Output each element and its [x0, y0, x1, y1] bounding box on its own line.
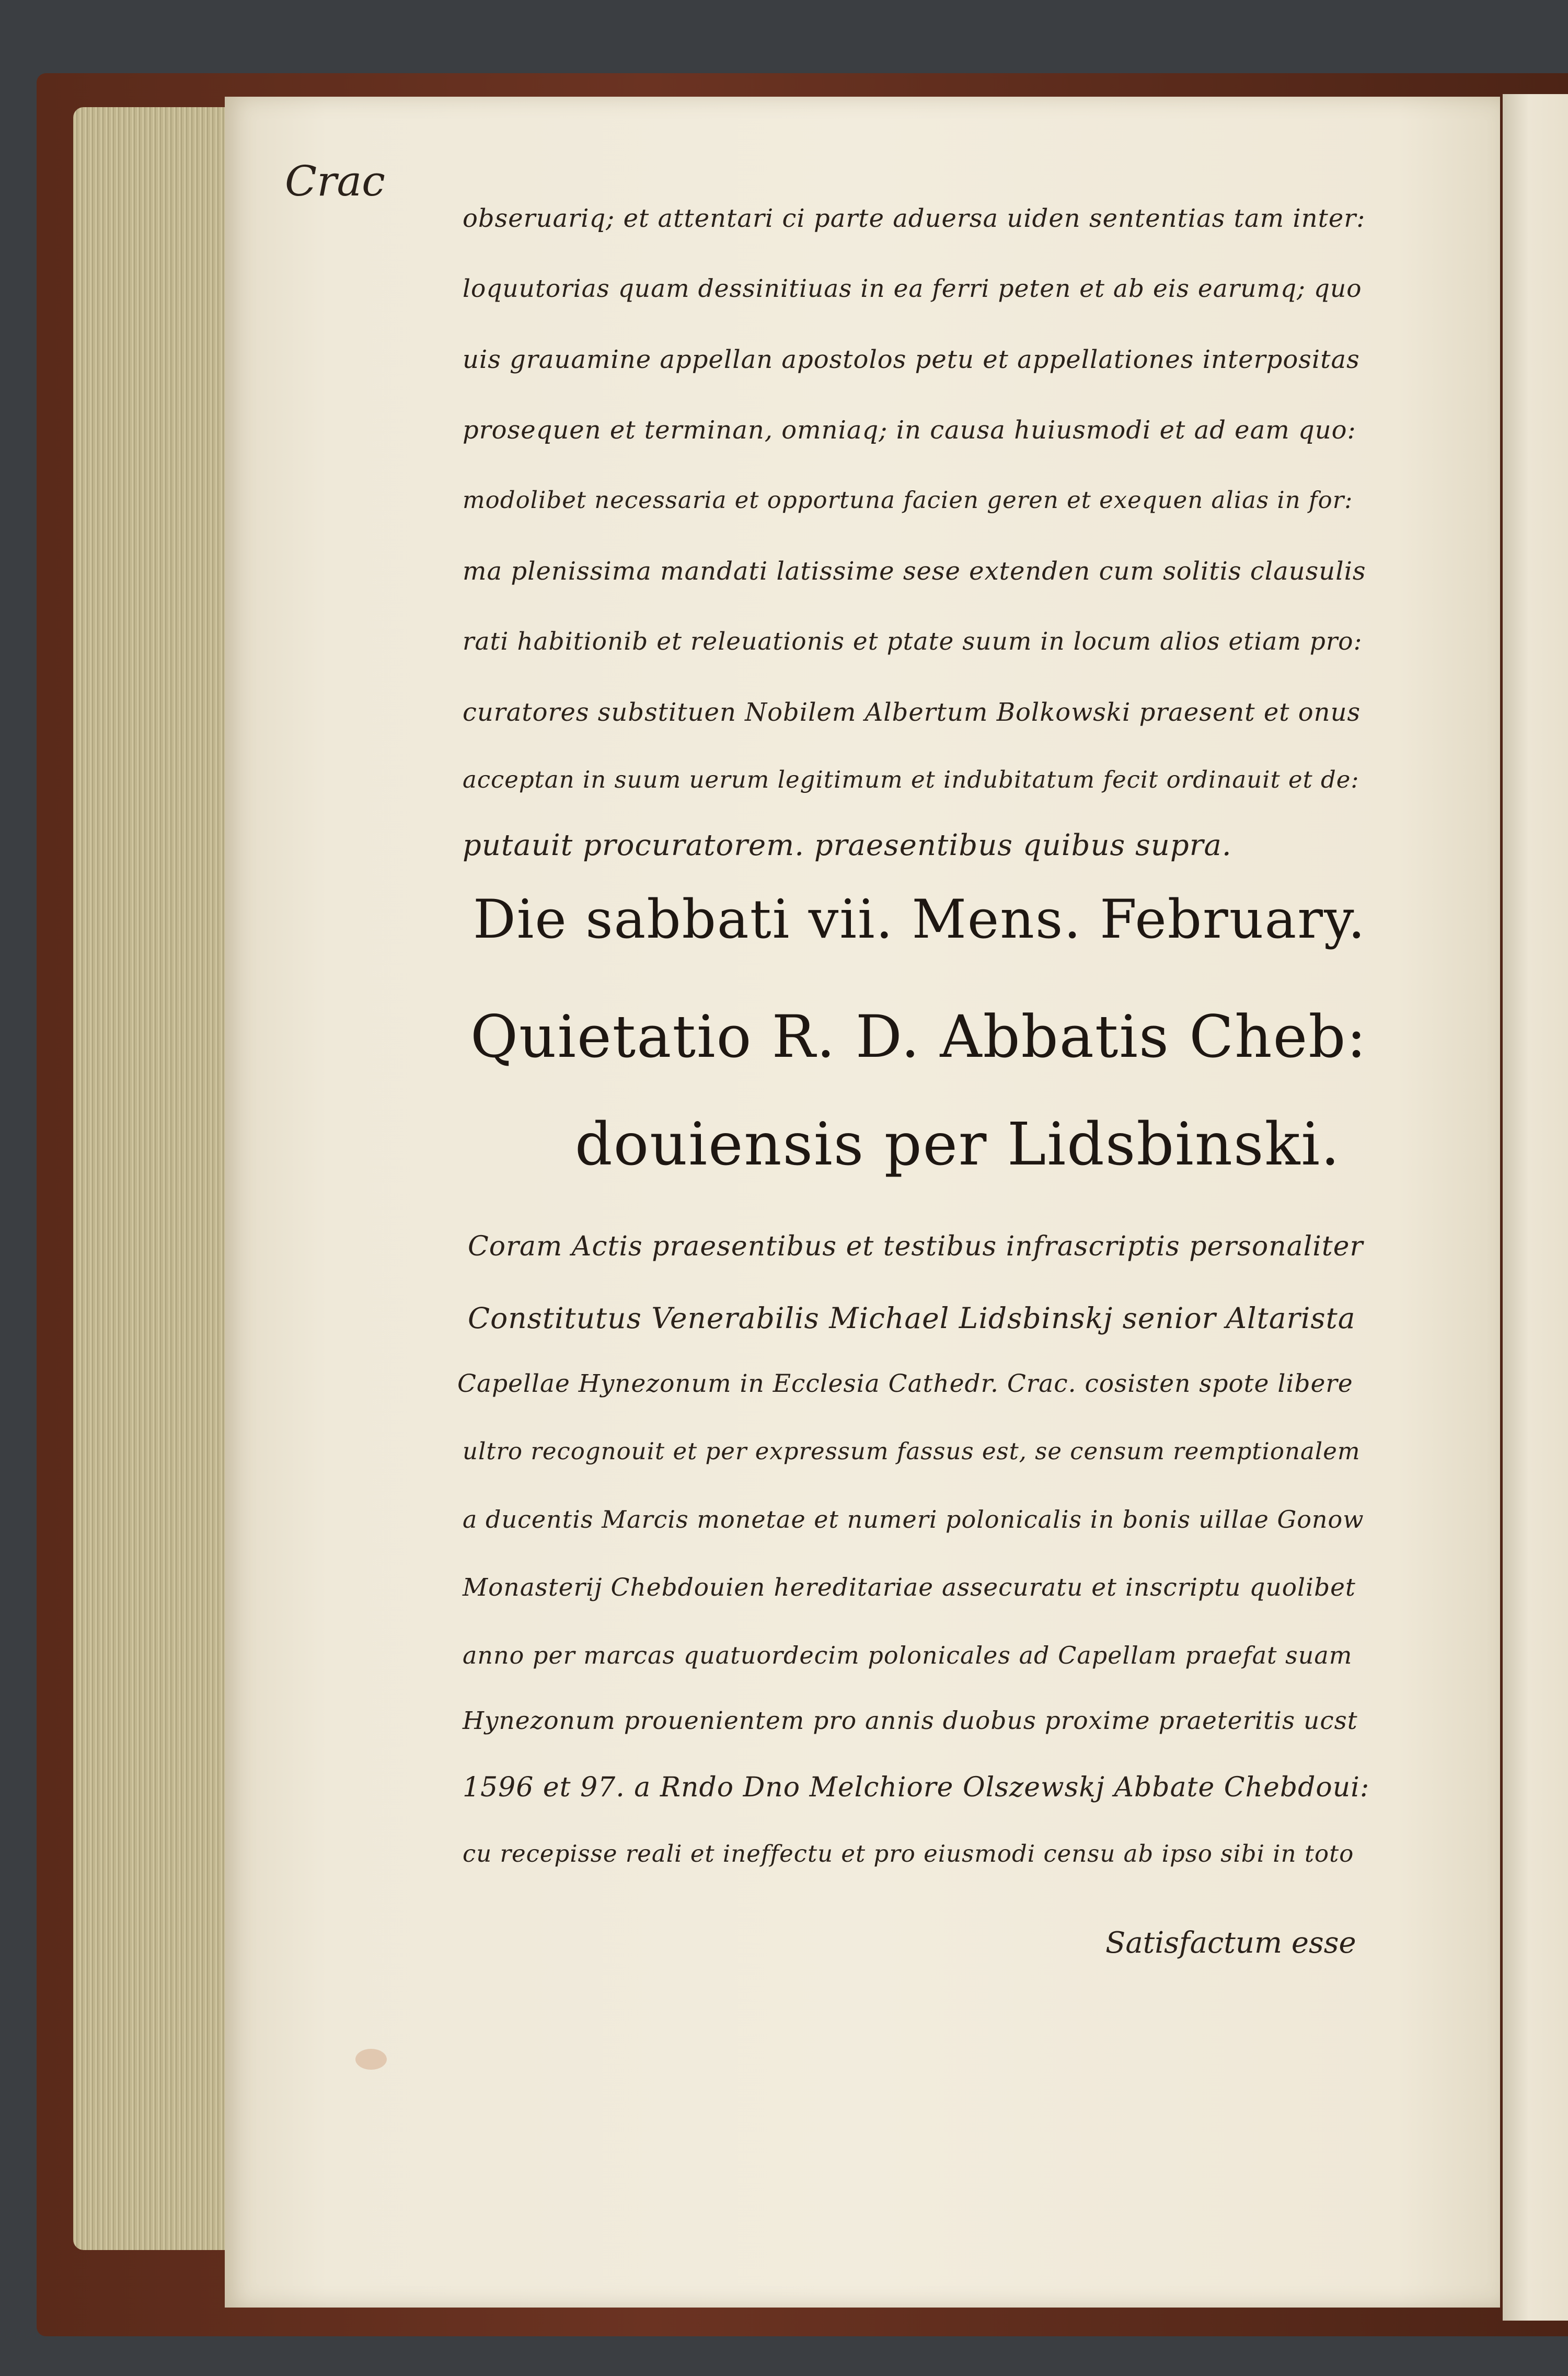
page-edges — [73, 107, 230, 2250]
text-line: obseruariq; et attentari ci parte aduersa uiden sententias tam inter: — [463, 204, 1366, 233]
text-line: a ducentis Marcis monetae et numeri polonicalis in bonis uillae Gonow — [463, 1505, 1364, 1533]
catchword: Satisfactum esse — [1105, 1926, 1356, 1960]
text-line: Capellae Hynezonum in Ecclesia Cathedr. Crac. cosisten spote libere — [457, 1369, 1353, 1398]
heading-date: Die sabbati vii. Mens. February. — [473, 889, 1366, 951]
heading-title: Quietatio R. D. Abbatis Cheb: — [470, 1004, 1367, 1071]
text-line: 1596 et 97. a Rndo Dno Melchiore Olszewskj Abbate Chebdoui: — [463, 1772, 1370, 1803]
text-line: putauit procuratorem. praesentibus quibus supra. — [463, 828, 1232, 862]
text-line: ma plenissima mandati latissime sese extenden cum solitis clausulis — [463, 557, 1366, 586]
text-line: Constitutus Venerabilis Michael Lidsbinskj senior Altarista — [468, 1301, 1356, 1335]
text-line: ultro recognouit et per expressum fassus est, se censum reemptionalem — [463, 1437, 1361, 1465]
heading-subtitle: douiensis per Lidsbinski. — [575, 1111, 1341, 1179]
text-line: uis grauamine appellan apostolos petu et appellationes interpositas — [463, 345, 1360, 374]
text-line: curatores substituen Nobilem Albertum Bolkowski praesent et onus — [463, 698, 1361, 727]
paper-stain — [355, 2049, 387, 2070]
text-line: cu recepisse reali et ineffectu et pro eiusmodi censu ab ipso sibi in toto — [463, 1840, 1354, 1867]
text-line: rati habitionib et releuationis et ptate suum in locum alios etiam pro: — [463, 627, 1363, 656]
text-line: Monasterij Chebdouien hereditariae assecuratu et inscriptu quolibet — [463, 1573, 1356, 1602]
text-line: anno per marcas quatuordecim polonicales ad Capellam praefat suam — [463, 1641, 1353, 1669]
text-line: acceptan in suum uerum legitimum et indubitatum fecit ordinauit et de: — [463, 766, 1359, 793]
facing-page-edge — [1503, 94, 1568, 2321]
text-line: modolibet necessaria et opportuna facien geren et exequen alias in for: — [463, 486, 1353, 514]
text-line: loquutorias quam dessinitiuas in ea ferri peten et ab eis earumq; quo — [463, 274, 1362, 303]
text-line: prosequen et terminan, omniaq; in causa huiusmodi et ad eam quo: — [463, 416, 1356, 445]
text-line: Coram Actis praesentibus et testibus infrascriptis personaliter — [468, 1231, 1364, 1262]
margin-note: Crac — [285, 157, 385, 205]
text-line: Hynezonum prouenientem pro annis duobus proxime praeteritis ucst — [463, 1706, 1358, 1735]
